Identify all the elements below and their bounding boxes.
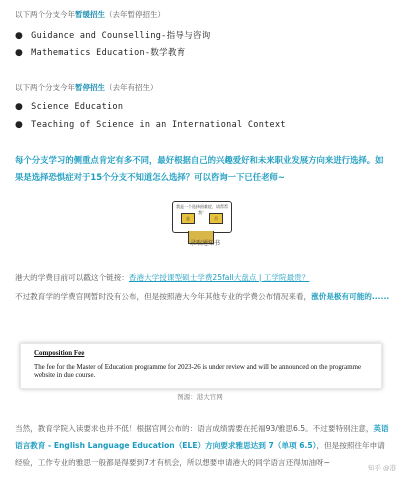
advice-paragraph: 每个分支学习的侧重点肯定有多不同，最好根据自己的兴趣爱好和未来职业发展方向来进行选择。如果是选择恐惧症对于15个分支不知道怎么选择？可以咨询一下已任老师~ [15,155,384,182]
bullet-icon: ● [15,102,24,112]
illustration-text: 我是一个选择困难症，请帮帮我！ [176,204,228,215]
list-item: ● Mathematics Education-数学教育 [15,48,186,58]
watermark: 知乎 @港 [367,464,396,472]
section1-heading [15,9,165,20]
tuition-highlight: 涨价是极有可能的...... [311,292,390,301]
tuition-paragraph: 港大的学费目前可以戳这个链接：香港大学授课型硕士学费25fall大盘点 | 工学院最贵？ [15,273,310,282]
choice-illustration [172,201,232,233]
list-item: ● Guidance and Counselling-指导与咨询 [15,31,211,41]
section2-heading [15,82,158,93]
tuition-link[interactable]: 香港大学授课型硕士学费25fall大盘点 | 工学院最贵？ [128,273,310,282]
no-box-icon: 否 [209,213,223,224]
illustration-caption: 录取通知书 [189,240,220,247]
fee-body: The fee for the Master of Education programme for 2023-26 is under review and will be announced on the programme website in due course. [34,364,362,379]
bullet-icon: ● [15,48,24,58]
ele-requirement-highlight: 英语语言教育 - English Language Education（ELE）方向要求雅思达到 7（单项 6.5） [15,424,389,450]
tuition-paragraph-2: 不过教育学的学费官网暂时没有公布，但是按照港大今年其他专业的学费公布情况来看，涨价是极有可能的...... [15,292,390,301]
yes-box-icon: 是 [181,213,195,224]
list-item: ● Science Education [15,102,124,112]
fee-title: Composition Fee [34,349,85,357]
section1-status: 暂缓招生 [75,10,105,19]
section1-prefix: 以下两个分支今年 [15,10,75,19]
fee-screenshot [20,343,382,389]
image-source: 图源：港大官网 [177,393,223,401]
section2-suffix: （去年有招生） [105,83,158,92]
section2-prefix: 以下两个分支今年 [15,83,75,92]
bullet-icon: ● [15,31,24,41]
language-requirement-paragraph: 当然，教育学院入读要求也并不低！根据官网公布的：语言成绩需要在托福93/雅思6.5。不过要特别注意，英语语言教育 - English Language Education（ELE）方向要求雅思达到 7（单项 6.5），但是按照往年申请经验，工作专业的雅思一般都是得要到7才有机会，所以想要申请港大的同学语言还得加油呀~ [15,424,389,467]
list-item: ● Teaching of Science in an International Context [15,120,286,130]
bullet-icon: ● [15,120,24,130]
section1-suffix: （去年暂停招生） [105,10,165,19]
section2-status: 暂停招生 [75,83,105,92]
